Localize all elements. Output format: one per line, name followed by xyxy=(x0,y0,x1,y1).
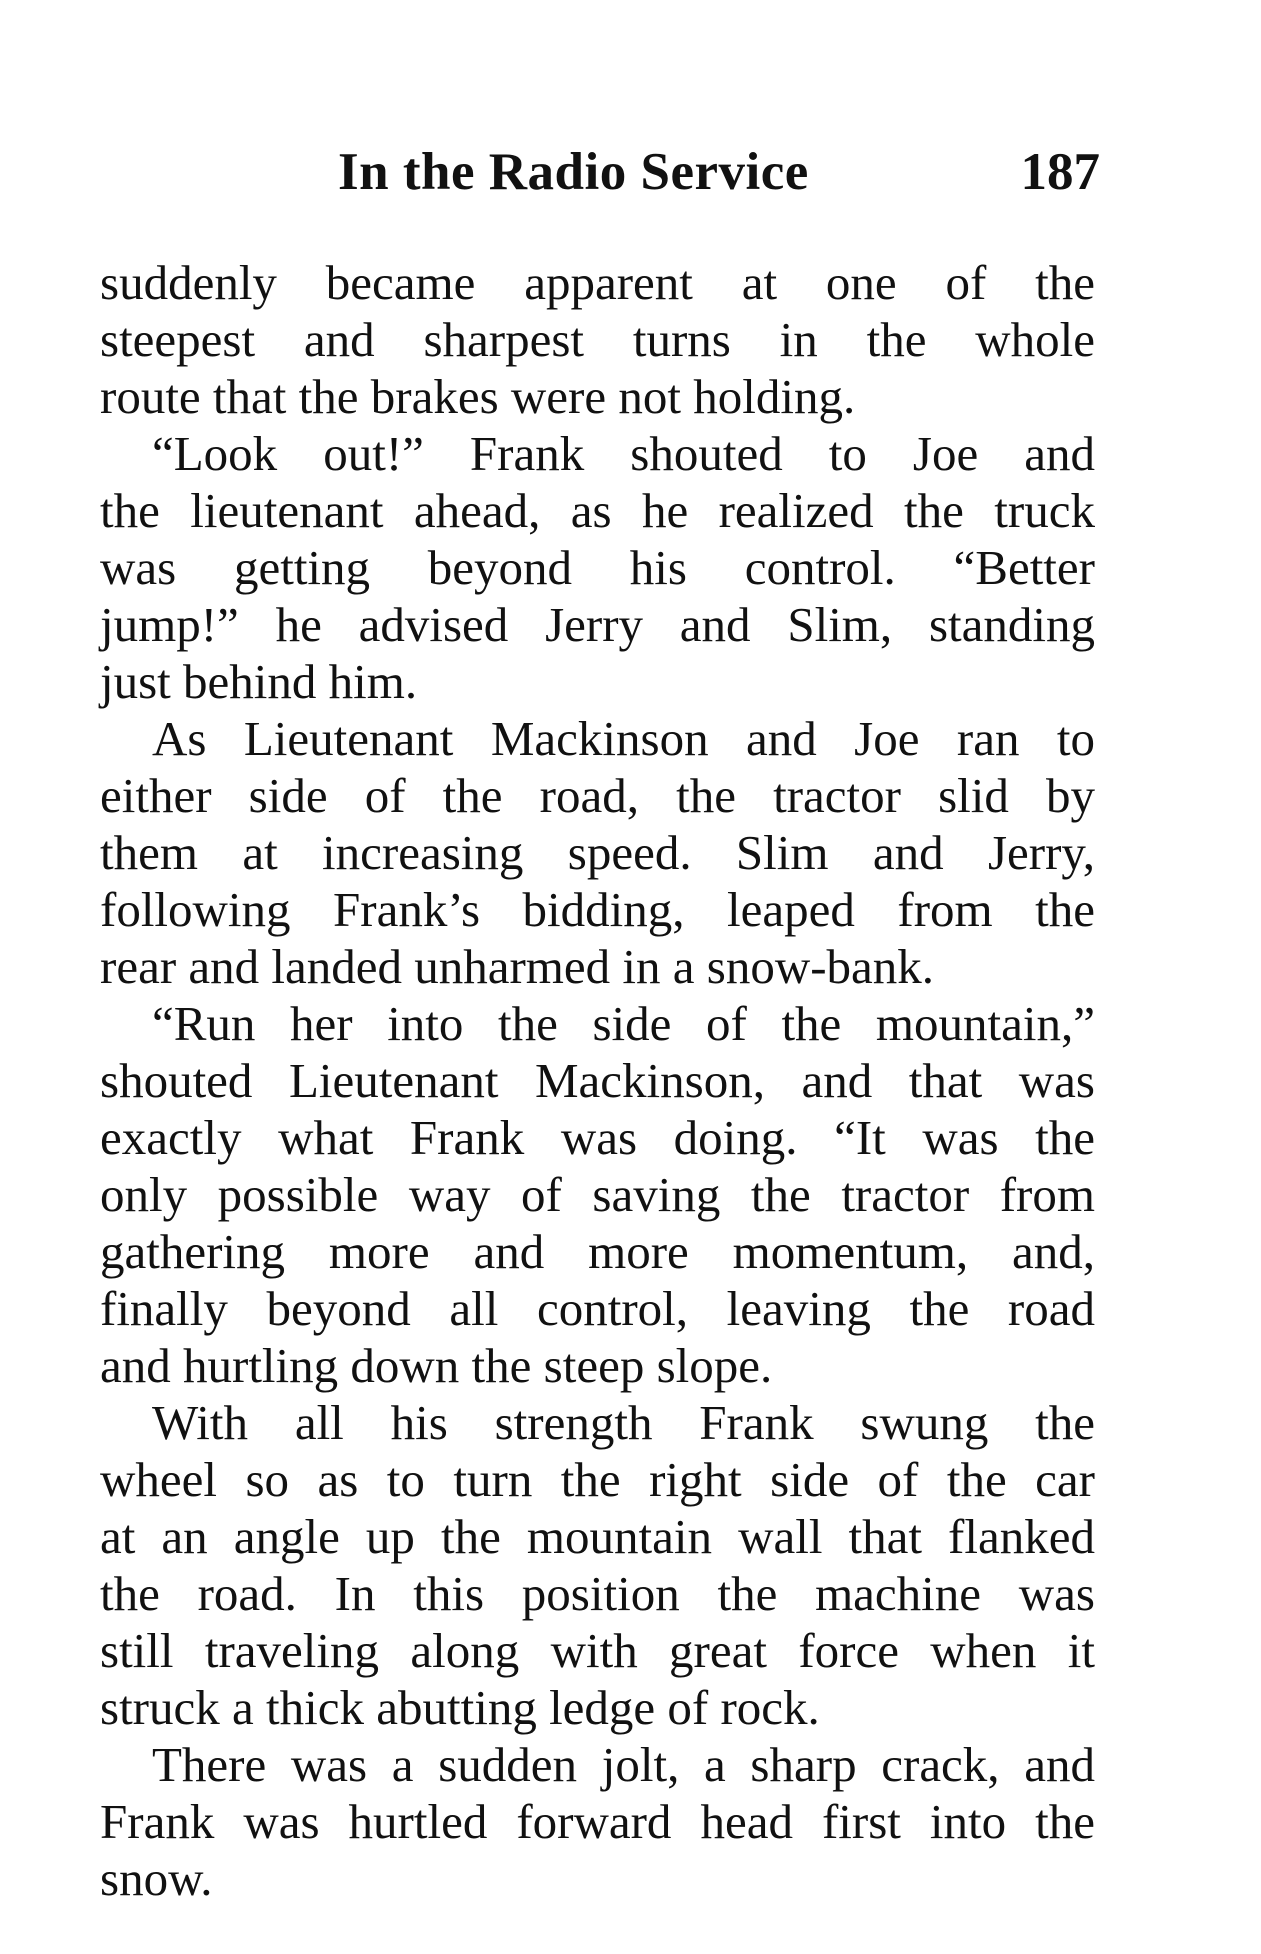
text-line: at an angle up the mountain wall that flanked xyxy=(100,1509,1095,1564)
page-number: 187 xyxy=(1020,143,1100,201)
text-line: “Run her into the side of the mountain,” xyxy=(152,996,1095,1051)
running-title: In the Radio Service xyxy=(338,143,809,201)
text-line: only possible way of saving the tractor from xyxy=(100,1167,1095,1222)
text-line: finally beyond all control, leaving the road xyxy=(100,1281,1095,1336)
text-line: snow. xyxy=(100,1851,213,1906)
text-line: rear and landed unharmed in a snow-bank. xyxy=(100,939,935,994)
text-line: There was a sudden jolt, a sharp crack, and xyxy=(152,1737,1095,1792)
text-line: gathering more and more momentum, and, xyxy=(100,1224,1095,1279)
text-line: was getting beyond his control. “Better xyxy=(100,540,1095,595)
text-line: steepest and sharpest turns in the whole xyxy=(100,312,1095,367)
text-line: As Lieutenant Mackinson and Joe ran to xyxy=(152,711,1095,766)
text-line: the lieutenant ahead, as he realized the truck xyxy=(100,483,1095,538)
text-line: With all his strength Frank swung the xyxy=(152,1395,1095,1450)
text-line: exactly what Frank was doing. “It was the xyxy=(100,1110,1095,1165)
text-line: still traveling along with great force when it xyxy=(100,1623,1095,1678)
text-line: following Frank’s bidding, leaped from the xyxy=(100,882,1095,937)
text-line: them at increasing speed. Slim and Jerry, xyxy=(100,825,1095,880)
text-line: suddenly became apparent at one of the xyxy=(100,255,1095,310)
page-header xyxy=(338,142,1100,212)
text-line: wheel so as to turn the right side of the car xyxy=(100,1452,1095,1507)
body-text xyxy=(100,254,1095,1907)
text-line: just behind him. xyxy=(100,654,418,709)
text-line: shouted Lieutenant Mackinson, and that was xyxy=(100,1053,1095,1108)
text-line: either side of the road, the tractor slid by xyxy=(100,768,1095,823)
text-line: and hurtling down the steep slope. xyxy=(100,1338,773,1393)
text-line: jump!” he advised Jerry and Slim, standing xyxy=(100,597,1095,652)
text-line: Frank was hurtled forward head first into the xyxy=(100,1794,1095,1849)
text-line: the road. In this position the machine was xyxy=(100,1566,1095,1621)
text-line: route that the brakes were not holding. xyxy=(100,369,856,424)
text-line: “Look out!” Frank shouted to Joe and xyxy=(152,426,1095,481)
text-line: struck a thick abutting ledge of rock. xyxy=(100,1680,820,1735)
